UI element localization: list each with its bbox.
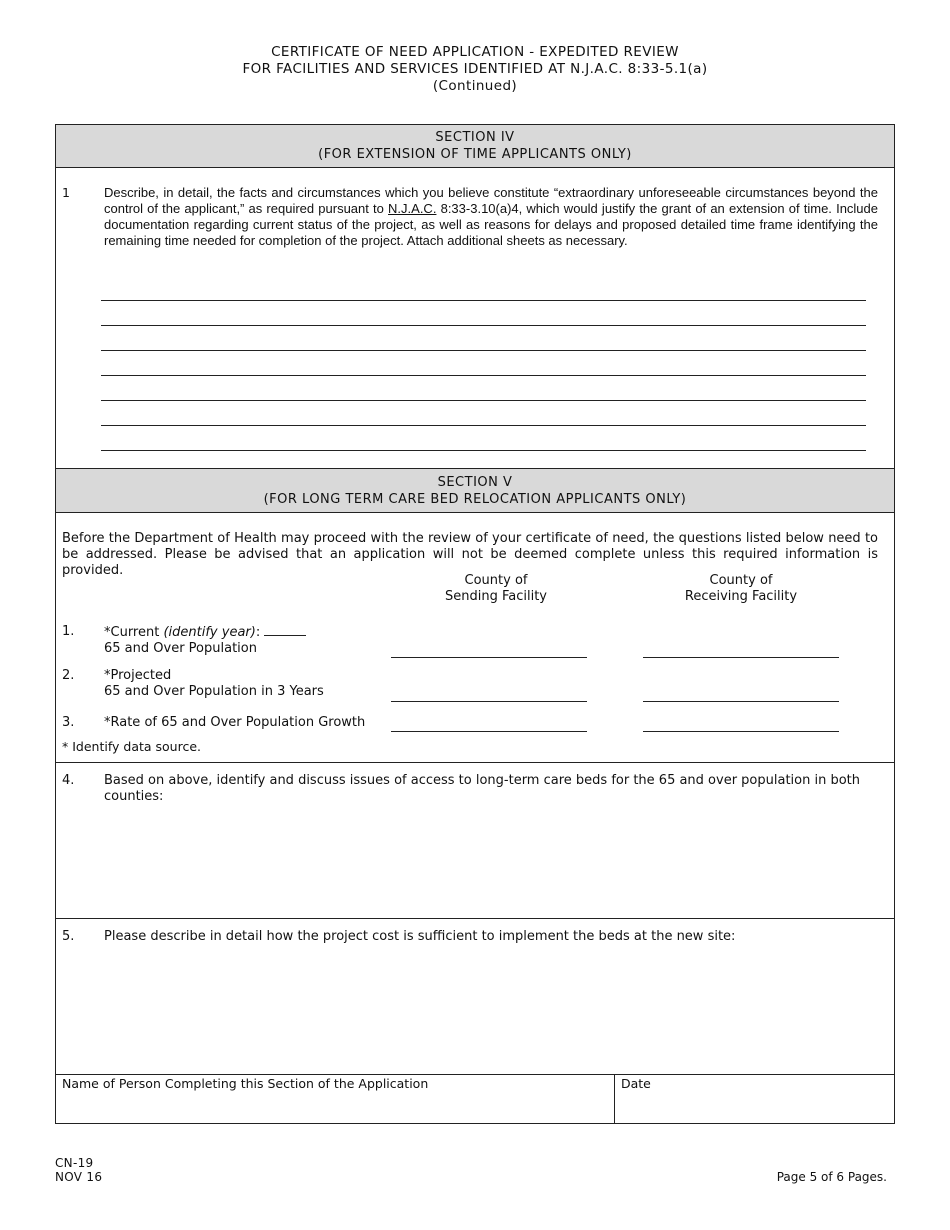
sending-growth-rate-field[interactable] — [391, 731, 587, 732]
answer-line[interactable] — [101, 425, 866, 426]
form-frame: SECTION IV (FOR EXTENSION OF TIME APPLICANTS ONLY) 1 Describe, in detail, the facts and circumstances which you believe constitute “extraordinary unforeseeable circumstances beyond the control of the applicant,” as required pursuant to N.J.A.C. 8:33-3.10(a)4, which would justify the grant of an extension of time. Include documentation regarding current status of the project, as well as reasons for delays and proposed detailed time frame identifying the remaining time needed for completion of the project. Attach additional sheets as necessary. SECTION V (FOR LONG TERM CARE BED RELOCATION APPLICANTS ONLY) Before the Department of Health may proceed with the review of your certificate of need, the questions listed below need to be addressed. Please be advised that an application will not be deemed complete unless this required information is provided. County of Sending Facility County of Receiving Facility 1. *Current (identify year): 65 and Over Population 2. *Projected 65 and Over Population in 3 Years 3. *Rate of 65 and Over Population Growth * Identify data source. 4. Based on above, identify and discuss issues of access to long-term care beds for the 65 and over population in both counties: 5. Please describe in detail how the project cost is sufficient to implement the beds at the new site: Name of Person Completing this Section of the Application Date — [55, 124, 895, 1124]
answer-line[interactable] — [101, 400, 866, 401]
date-field[interactable] — [616, 1091, 892, 1123]
question-text: Describe, in detail, the facts and circumstances which you believe constitute “extraordinary unforeseeable circumstances beyond the control of the applicant,” as required pursuant to N.J.A.C. 8:33-3.10(a)4, which would justify the grant of an extension of time. Include documentation regarding current status of the project, as well as reasons for delays and proposed detailed time frame identifying the remaining time needed for completion of the project. Attach additional sheets as necessary. — [104, 185, 878, 248]
sending-current-population-field[interactable] — [391, 657, 587, 658]
header-title: CERTIFICATE OF NEED APPLICATION - EXPEDITED REVIEW — [271, 44, 679, 60]
question-4-answer-area[interactable] — [56, 790, 894, 918]
year-field[interactable] — [264, 624, 306, 636]
section-v-title: SECTION V — [437, 475, 513, 490]
receiving-projected-population-field[interactable] — [643, 701, 839, 702]
data-source-note: * Identify data source. — [62, 739, 201, 754]
section-iv-subtitle: (FOR EXTENSION OF TIME APPLICANTS ONLY) — [318, 147, 632, 162]
document-header — [0, 44, 950, 95]
name-field[interactable] — [56, 1091, 614, 1123]
divider — [614, 1074, 615, 1124]
receiving-growth-rate-field[interactable] — [643, 731, 839, 732]
name-label: Name of Person Completing this Section of the Application — [62, 1076, 429, 1091]
question-number: 1 — [62, 185, 70, 200]
answer-line[interactable] — [101, 350, 866, 351]
section-iv-title: SECTION IV — [435, 130, 515, 145]
date-label: Date — [621, 1076, 651, 1091]
receiving-current-population-field[interactable] — [643, 657, 839, 658]
njac-reference: N.J.A.C. — [388, 201, 437, 216]
answer-line[interactable] — [101, 325, 866, 326]
section-v-intro: Before the Department of Health may proceed with the review of your certificate of need, the questions listed below need to be addressed. Please be advised that an application will not be deemed complete unless this required information is provided. — [62, 531, 878, 578]
section-iv-header — [56, 125, 894, 168]
answer-line[interactable] — [101, 450, 866, 451]
question-5-answer-area[interactable] — [56, 946, 894, 1074]
sending-facility-column-header: County of Sending Facility — [444, 573, 547, 604]
divider — [56, 1074, 894, 1075]
answer-line[interactable] — [101, 375, 866, 376]
answer-line[interactable] — [101, 300, 866, 301]
sending-projected-population-field[interactable] — [391, 701, 587, 702]
form-id: CN-19 NOV 16 — [55, 1156, 103, 1184]
section-v-header — [56, 468, 894, 513]
header-subtitle: FOR FACILITIES AND SERVICES IDENTIFIED AT N.J.A.C. 8:33-5.1(a) — [242, 61, 708, 77]
divider — [56, 762, 894, 763]
receiving-facility-column-header: County of Receiving Facility — [684, 573, 798, 604]
page-number: Page 5 of 6 Pages. — [776, 1170, 887, 1184]
header-continued: (Continued) — [432, 78, 518, 94]
divider — [56, 918, 894, 919]
section-v-subtitle: (FOR LONG TERM CARE BED RELOCATION APPLICANTS ONLY) — [263, 492, 687, 507]
